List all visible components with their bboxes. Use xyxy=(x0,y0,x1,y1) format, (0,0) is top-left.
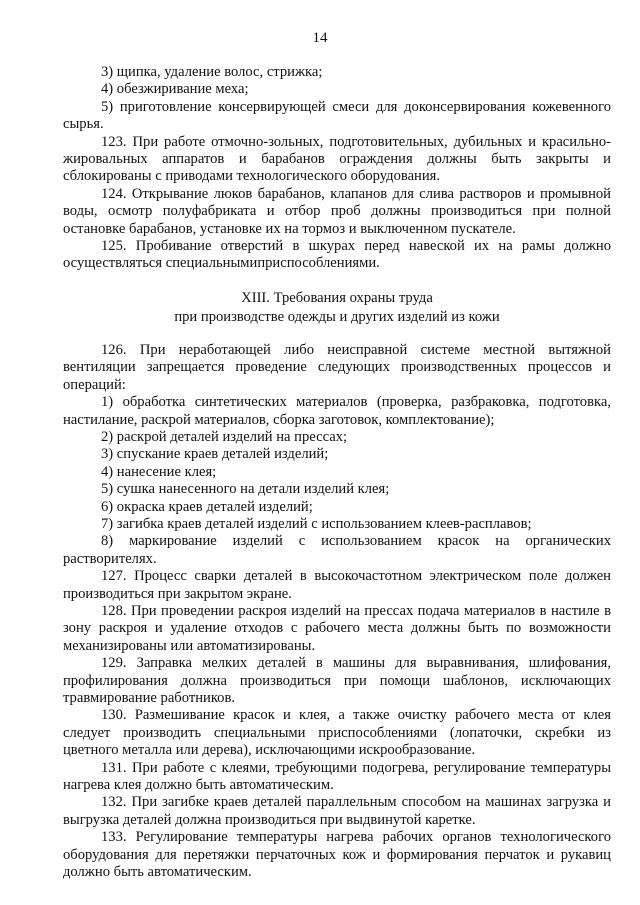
list-item: 7) загибка краев деталей изделий с использованием клеев-расплавов; xyxy=(101,515,532,532)
paragraph-127: 127. Процесс сварки деталей в высокочастотном электрическом поле должен производиться при закрытом экране. xyxy=(63,568,611,602)
list-item: 8) маркирование изделий с использованием красок на органических растворителях. xyxy=(63,533,611,567)
list-item: 3) щипка, удаление волос, стрижка; xyxy=(101,64,323,80)
list-item: 5) сушка нанесенного на детали изделий клея; xyxy=(101,481,390,498)
list-item: 3) спускание краев деталей изделий; xyxy=(101,446,329,463)
list-item: 6) окраска краев деталей изделий; xyxy=(101,498,313,515)
list-item: 2) раскрой деталей изделий на прессах; xyxy=(101,428,348,445)
paragraph-133: 133. Регулирование температуры нагрева рабочих органов технологического оборудования для перетяжки перчаточных кож и формирования перчаток и рукавиц должно быть автоматическим. xyxy=(63,829,611,881)
section-heading-line2: при производстве одежды и других изделий из кожи xyxy=(174,308,500,325)
section-heading xyxy=(63,289,611,327)
paragraph-125: 125. Пробивание отверстий в шкурах перед навеской их на рамы должно осуществляться специальнымиприспособлениями. xyxy=(63,238,611,272)
paragraph-130: 130. Размешивание красок и клея, а также очистку рабочего места от клея следует производить специальными приспособлениями (лопаточки, скребки из цветного металла или дерева), исключающими искрообразование. xyxy=(63,707,611,759)
paragraph-129: 129. Заправка мелких деталей в машины для выравнивания, шлифования, профилирования должна производиться при помощи шаблонов, исключающих травмирование работников. xyxy=(63,655,611,706)
paragraph-124: 124. Открывание люков барабанов, клапанов для слива растворов и промывной воды, осмотр полуфабриката и отбор проб должны производиться при полной остановке барабанов, установке их на тормоз и выключенном пускателе. xyxy=(63,185,611,237)
section-heading-line1: XIII. Требования охраны труда xyxy=(241,289,433,306)
paragraph-126: 126. При неработающей либо неисправной системе местной вытяжной вентиляции запрещается проведение следующих производственных процессов и операций: xyxy=(63,341,611,393)
paragraph-128: 128. При проведении раскроя изделий на прессах подача материалов в настиле в зону раскроя и удаление отходов с рабочего места должны быть по возможности механизированы или автоматизированы. xyxy=(63,602,611,654)
document-body xyxy=(63,64,611,881)
paragraph-132: 132. При загибке краев деталей параллельным способом на машинах загрузка и выгрузка деталей должна производиться при выдвинутой каретке. xyxy=(63,794,611,828)
list-item: 1) обработка синтетических материалов (проверка, разбраковка, подготовка, настилание, раскрой материалов, сборка заготовок, комплектование); xyxy=(63,394,611,428)
list-item: 5) приготовление консервирующей смеси для доконсервирования кожевенного сырья. xyxy=(63,98,611,133)
list-item: 4) нанесение клея; xyxy=(101,463,217,480)
page-number: 14 xyxy=(312,30,328,46)
list-item: 4) обезжиривание меха; xyxy=(101,81,249,98)
paragraph-131: 131. При работе с клеями, требующими подогрева, регулирование температуры нагрева клея должно быть автоматическим. xyxy=(63,759,611,794)
paragraph-123: 123. При работе отмочно-зольных, подготовительных, дубильных и красильно-жировальных аппаратов и барабанов ограждения должны быть закрыты и сблокированы с приводами технологического оборудования. xyxy=(63,133,611,185)
